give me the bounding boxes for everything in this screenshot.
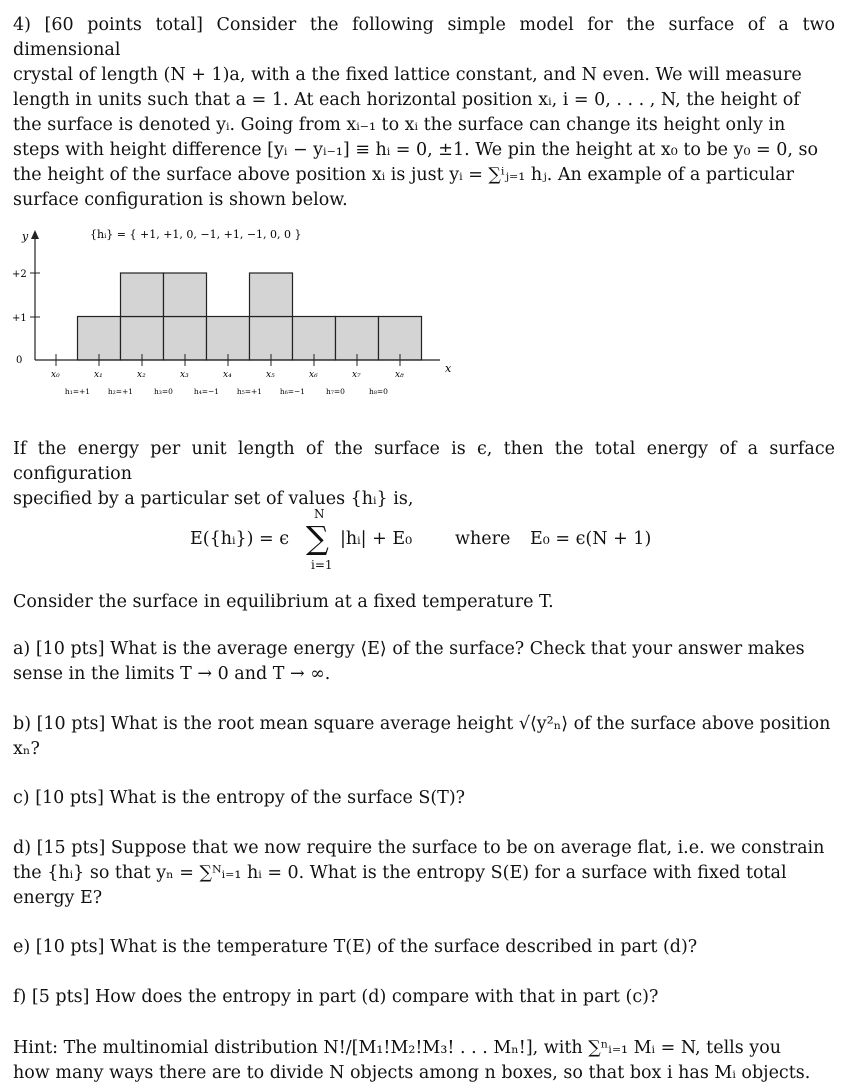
step-label: h₅=+1 (236, 387, 263, 396)
x-tick-label: x₇ (352, 370, 361, 380)
set-label: {hᵢ} = { +1, +1, 0, −1, +1, −1, 0, 0 } (90, 228, 302, 241)
sum-symbol: ∑ (306, 519, 329, 557)
energy-line: If the energy per unit length of the surface is ϵ, then the total energy of a surface configuration (13, 439, 835, 484)
bars (78, 273, 422, 360)
part-b-line: xₙ? (13, 739, 40, 759)
step-label: h₂=+1 (107, 387, 134, 396)
equilibrium-text: Consider the surface in equilibrium at a fixed temperature T. (13, 592, 554, 612)
step-label: h₃=0 (154, 387, 173, 396)
intro-line: length in units such that a = 1. At each horizontal position xᵢ, i = 0, . . . , N, the height of (13, 90, 800, 110)
step-label: h₇=0 (326, 387, 345, 396)
x-tick-label: x₈ (395, 370, 404, 380)
part-b-line: b) [10 pts] What is the root mean square average height √⟨y²ₙ⟩ of the surface above position (13, 714, 831, 734)
surface-block (121, 273, 164, 317)
y-tick-label: +2 (12, 269, 27, 280)
x-tick-label: x₀ (51, 370, 60, 380)
surface-block (207, 317, 250, 361)
intro-paragraph (13, 13, 835, 213)
intro-line: 4) [60 points total] Consider the following simple model for the surface of a two dimensional (13, 15, 835, 60)
hint-line: how many ways there are to divide N objects among n boxes, so that box i has Mᵢ objects. (13, 1063, 811, 1083)
energy-equation (190, 505, 690, 575)
x-tick-label: x₃ (180, 370, 189, 380)
part-b (13, 712, 835, 762)
surface-block (250, 317, 293, 361)
equation-where: where (455, 529, 511, 549)
part-d (13, 836, 835, 911)
energy-paragraph (13, 437, 835, 512)
x-tick-label: x₆ (309, 370, 318, 380)
y-axis-arrow (31, 230, 39, 239)
surface-figure (0, 220, 470, 400)
x-axis-label: x (445, 362, 452, 375)
surface-block (379, 317, 422, 361)
intro-line: the surface is denoted yᵢ. Going from xᵢ₋₁ to xᵢ the surface can change its height only in (13, 115, 786, 135)
part-e: e) [10 pts] What is the temperature T(E) of the surface described in part (d)? (13, 937, 698, 957)
y-tick-label: +1 (12, 313, 27, 324)
energy-line: specified by a particular set of values {hᵢ} is, (13, 489, 414, 509)
surface-block (164, 273, 207, 317)
surface-block (250, 273, 293, 317)
part-a (13, 637, 835, 687)
part-a-line: a) [10 pts] What is the average energy ⟨E⟩ of the surface? Check that your answer makes (13, 639, 805, 659)
equation-lhs: E({hᵢ}) = ϵ (190, 529, 290, 549)
hint (13, 1036, 835, 1086)
x-tick-label: x₁ (94, 370, 103, 380)
part-d-line: energy E? (13, 888, 103, 908)
step-label: h₈=0 (369, 387, 388, 396)
part-f: f) [5 pts] How does the entropy in part (d) compare with that in part (c)? (13, 987, 659, 1007)
surface-block (164, 317, 207, 361)
part-a-line: sense in the limits T → 0 and T → ∞. (13, 664, 331, 684)
x-tick-label: x₅ (266, 370, 275, 380)
sum-upper: N (314, 507, 325, 521)
surface-block (293, 317, 336, 361)
part-c: c) [10 pts] What is the entropy of the surface S(T)? (13, 788, 466, 808)
part-d-line: the {hᵢ} so that yₙ = ∑ᴺᵢ₌₁ hᵢ = 0. What is the entropy S(E) for a surface with fixed total (13, 863, 787, 883)
intro-line: steps with height difference [yᵢ − yᵢ₋₁] ≡ hᵢ = 0, ±1. We pin the height at x₀ to be y₀ = 0, so (13, 140, 819, 160)
step-label: h₄=−1 (193, 387, 220, 396)
part-d-line: d) [15 pts] Suppose that we now require the surface to be on average flat, i.e. we constrain (13, 838, 825, 858)
sum-lower: i=1 (311, 558, 333, 572)
intro-line: the height of the surface above position xᵢ is just yᵢ = ∑ⁱⱼ₌₁ hⱼ. An example of a particular (13, 165, 794, 185)
equation-e0: E₀ = ϵ(N + 1) (530, 529, 652, 549)
step-label: h₆=−1 (279, 387, 306, 396)
equation-rhs: |hᵢ| + E₀ (340, 529, 413, 549)
y-axis-label: y (22, 230, 29, 243)
x-tick-label: x₄ (223, 370, 232, 380)
surface-block (336, 317, 379, 361)
step-label: h₁=+1 (64, 387, 91, 396)
hint-line: Hint: The multinomial distribution N!/[M₁!M₂!M₃! . . . Mₙ!], with ∑ⁿᵢ₌₁ Mᵢ = N, tells you (13, 1038, 782, 1058)
x-tick-label: x₂ (137, 370, 146, 380)
surface-block (121, 317, 164, 361)
intro-line: surface configuration is shown below. (13, 190, 348, 210)
y-tick-label: 0 (16, 355, 23, 366)
intro-line: crystal of length (N + 1)a, with a the fixed lattice constant, and N even. We will measure (13, 65, 802, 85)
surface-block (78, 317, 121, 361)
